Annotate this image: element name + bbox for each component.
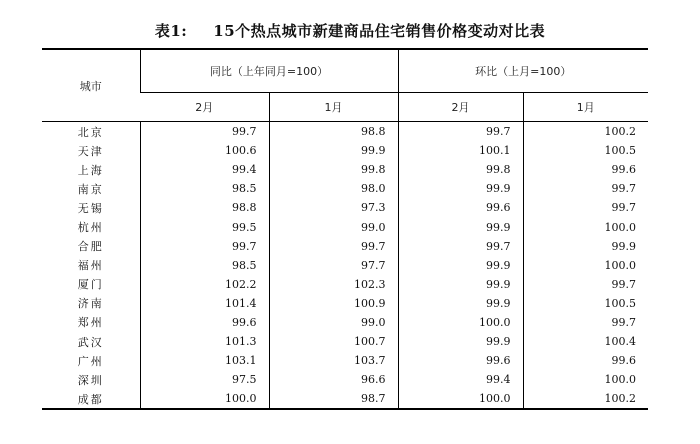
cell-mom-feb: 99.9: [398, 332, 523, 351]
cell-mom-feb: 99.9: [398, 294, 523, 313]
cell-yoy-feb: 99.4: [140, 160, 269, 179]
table-row: [42, 237, 648, 256]
cell-yoy-jan: 97.7: [269, 256, 398, 275]
header-yoy-jan: 1月: [269, 93, 398, 122]
city-name: 武汉: [77, 335, 104, 349]
cell-mom-jan: 99.7: [523, 179, 648, 198]
table-row: [42, 313, 648, 332]
cell-yoy-jan: 99.0: [269, 217, 398, 236]
cell-yoy-feb: 103.1: [140, 351, 269, 370]
cell-mom-feb: 99.9: [398, 256, 523, 275]
table-row: [42, 275, 648, 294]
cell-mom-jan: 99.6: [523, 351, 648, 370]
cell-yoy-feb: 99.7: [140, 237, 269, 256]
cell-yoy-jan: 99.8: [269, 160, 398, 179]
header-yoy: 同比（上年同月=100）: [140, 49, 398, 93]
header-mom-jan: 1月: [523, 93, 648, 122]
table-title-text: 15个热点城市新建商品住宅销售价格变动对比表: [213, 22, 546, 40]
city-name: 杭州: [77, 221, 104, 235]
city-name: 郑州: [77, 316, 104, 330]
cell-yoy-feb: 99.5: [140, 217, 269, 236]
cell-mom-feb: 99.7: [398, 122, 523, 142]
cell-mom-feb: 99.9: [398, 217, 523, 236]
cell-mom-jan: 100.5: [523, 141, 648, 160]
cell-yoy-feb: 100.6: [140, 141, 269, 160]
city-name: 合肥: [77, 240, 104, 254]
table-row: [42, 389, 648, 409]
table-row: [42, 217, 648, 236]
cell-mom-feb: 99.4: [398, 370, 523, 389]
city-name: 北京: [77, 125, 104, 139]
cell-mom-jan: 100.2: [523, 122, 648, 142]
cell-yoy-jan: 98.0: [269, 179, 398, 198]
table-row: [42, 179, 648, 198]
cell-yoy-feb: 98.5: [140, 179, 269, 198]
cell-yoy-feb: 99.6: [140, 313, 269, 332]
cell-yoy-feb: 99.7: [140, 122, 269, 142]
city-name: 成都: [42, 389, 140, 409]
cell-mom-feb: 99.6: [398, 351, 523, 370]
cell-yoy-feb: 100.0: [140, 389, 269, 409]
table-number-label: 表1:: [154, 22, 188, 40]
table-row: [42, 256, 648, 275]
cell-yoy-feb: 98.5: [140, 256, 269, 275]
table-row: [42, 122, 648, 142]
cell-mom-jan: 100.0: [523, 217, 648, 236]
cell-mom-feb: 99.6: [398, 198, 523, 217]
cell-mom-feb: 99.7: [398, 237, 523, 256]
table-row: [42, 332, 648, 351]
cell-yoy-jan: 100.7: [269, 332, 398, 351]
cell-yoy-jan: 103.7: [269, 351, 398, 370]
header-yoy-feb: 2月: [140, 93, 269, 122]
cell-yoy-jan: 98.7: [269, 389, 398, 409]
cell-yoy-feb: 101.4: [140, 294, 269, 313]
table-row: [42, 351, 648, 370]
header-city: 城市: [42, 49, 140, 122]
cell-yoy-jan: 102.3: [269, 275, 398, 294]
city-name: 天津: [77, 144, 104, 158]
cell-mom-jan: 100.0: [523, 370, 648, 389]
cell-yoy-jan: 99.9: [269, 141, 398, 160]
city-name: 济南: [77, 297, 104, 311]
price-comparison-table: [42, 48, 648, 410]
table-title: [0, 20, 700, 41]
table-row: [42, 294, 648, 313]
cell-mom-jan: 99.7: [523, 313, 648, 332]
cell-yoy-jan: 99.7: [269, 237, 398, 256]
header-mom-feb: 2月: [398, 93, 523, 122]
cell-mom-feb: 100.0: [398, 389, 523, 409]
cell-yoy-feb: 98.8: [140, 198, 269, 217]
city-name: 无锡: [77, 201, 104, 215]
city-name: 南京: [77, 182, 104, 196]
header-mom: 环比（上月=100）: [398, 49, 648, 93]
cell-mom-feb: 100.1: [398, 141, 523, 160]
cell-yoy-jan: 100.9: [269, 294, 398, 313]
cell-yoy-feb: 102.2: [140, 275, 269, 294]
cell-yoy-jan: 98.8: [269, 122, 398, 142]
cell-mom-jan: 99.7: [523, 198, 648, 217]
cell-mom-feb: 100.0: [398, 313, 523, 332]
cell-mom-jan: 99.7: [523, 275, 648, 294]
table-row: [42, 370, 648, 389]
cell-yoy-jan: 99.0: [269, 313, 398, 332]
cell-mom-jan: 100.0: [523, 256, 648, 275]
table-body: [42, 122, 648, 410]
cell-mom-jan: 100.5: [523, 294, 648, 313]
cell-mom-jan: 99.9: [523, 237, 648, 256]
city-name: 上海: [77, 163, 104, 177]
table-row: [42, 198, 648, 217]
cell-mom-jan: 100.2: [523, 389, 648, 409]
city-name: 福州: [77, 259, 104, 273]
cell-mom-jan: 100.4: [523, 332, 648, 351]
cell-mom-jan: 99.6: [523, 160, 648, 179]
table-row: [42, 160, 648, 179]
cell-yoy-jan: 97.3: [269, 198, 398, 217]
cell-mom-feb: 99.9: [398, 179, 523, 198]
cell-mom-feb: 99.8: [398, 160, 523, 179]
cell-yoy-feb: 97.5: [140, 370, 269, 389]
city-name: 广州: [77, 354, 104, 368]
city-name: 深圳: [77, 373, 104, 387]
table-row: [42, 141, 648, 160]
cell-yoy-jan: 96.6: [269, 370, 398, 389]
cell-yoy-feb: 101.3: [140, 332, 269, 351]
city-name: 厦门: [77, 278, 104, 292]
cell-mom-feb: 99.9: [398, 275, 523, 294]
